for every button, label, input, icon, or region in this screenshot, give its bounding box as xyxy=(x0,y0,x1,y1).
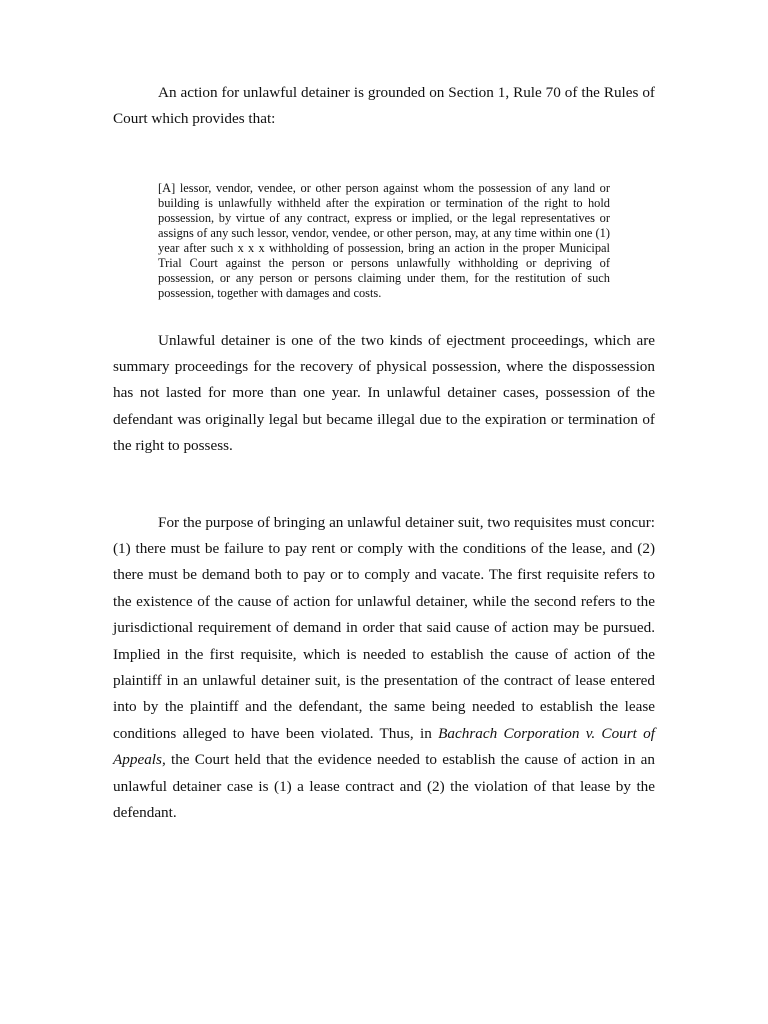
case-citation: Bachrach Corporation v. Court of Appeals xyxy=(113,724,655,769)
block-quote-rule-70: [A] lessor, vendor, vendee, or other person against whom the possession of any land or building is unlawfully withheld after the expiration or termination of the right to hold possession, by virtue of any contract, express or implied, or the legal representatives or assigns of any such lessor, vendor, vendee, or other person, may, at any time within one (1) year after such x x x withholding of possession, bring an action in the proper Municipal Trial Court against the person or persons unlawfully withholding or depriving of possession, or any person or persons claiming under them, for the restitution of such possession, together with damages and costs. xyxy=(158,180,610,301)
requisites-text-end: , the Court held that the evidence needed to establish the cause of action in an unlawful detainer case is (1) a lease contract and (2) the violation of that lease by the defendant. xyxy=(113,751,655,822)
document-page xyxy=(113,80,655,826)
paragraph-intro: An action for unlawful detainer is grounded on Section 1, Rule 70 of the Rules of Court which provides that: xyxy=(113,84,655,128)
paragraph-unlawful-detainer-definition: Unlawful detainer is one of the two kinds of ejectment proceedings, which are summary proceedings for the recovery of physical possession, where the dispossession has not lasted for more than one year. In unlawful detainer cases, possession of the defendant was originally legal but became illegal due to the expiration or termination of the right to possess. xyxy=(113,331,655,455)
paragraph-requisites xyxy=(113,510,655,827)
requisites-text-start: For the purpose of bringing an unlawful detainer suit, two requisites must concur: (1) there must be failure to pay rent or comply with the conditions of the lease, and (2) there must be demand both to pay or to comply and vacate. The first requisite refers to the existence of the cause of action for unlawful detainer, while the second refers to the jurisdictional requirement of demand in order that said cause of action may be pursued. Implied in the first requisite, which is needed to establish the cause of action of the plaintiff in an unlawful detainer suit, is the presentation of the contract of lease entered into by the plaintiff and the defendant, the same being needed to establish the lease conditions alleged to have been violated. Thus, in xyxy=(113,513,655,742)
